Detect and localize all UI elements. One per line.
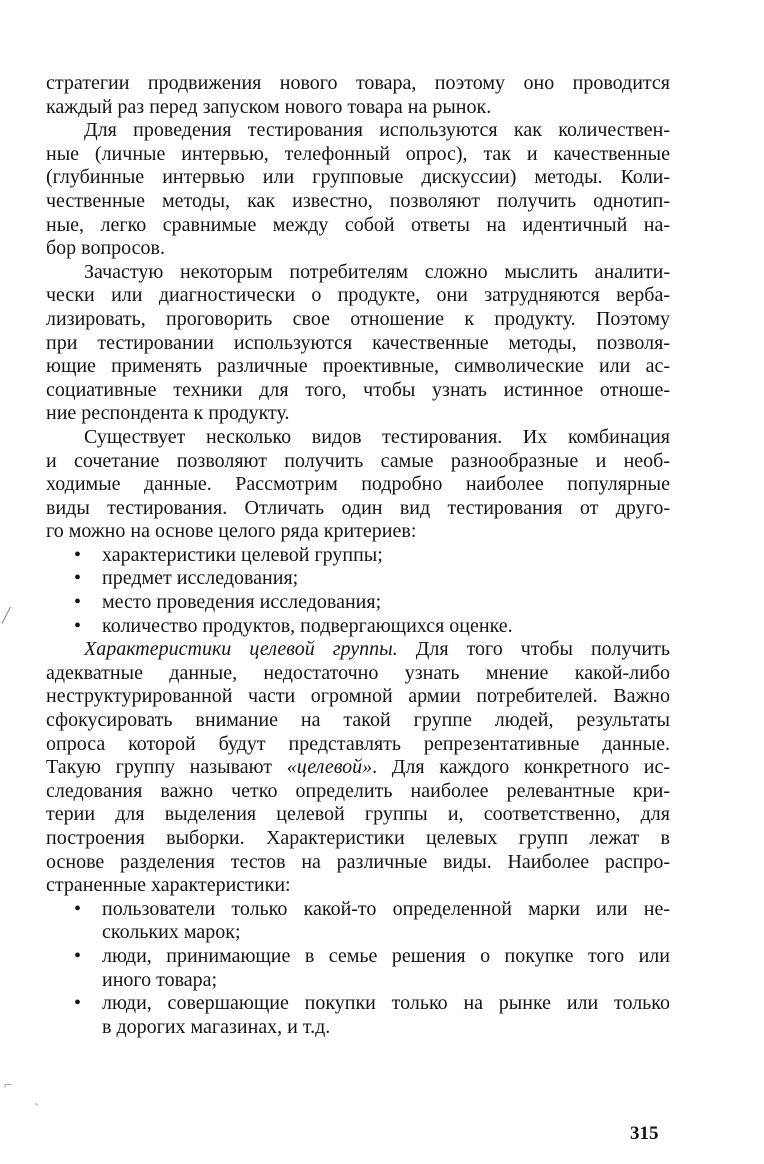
text-line: основе разделения тестов на различные виды. Наиболее распро- — [46, 850, 670, 873]
text-line: чески или диагностически о продукте, они затрудняются верба- — [46, 284, 670, 307]
scan-mark: ⌐ — [4, 1078, 12, 1093]
text-line: чественные методы, как известно, позволяют получить однотип- — [46, 189, 670, 212]
page-number: 315 — [630, 1123, 659, 1144]
text-line: каждый раз перед запуском нового товара на рынок. — [46, 95, 492, 118]
text-line: Характеристики целевой группы. Для того чтобы получить — [84, 638, 670, 661]
text-line: страненные характеристики: — [46, 874, 291, 897]
text-line: Зачастую некоторым потребителям сложно мыслить аналити- — [84, 260, 670, 283]
scan-mark: ╱ — [2, 609, 11, 624]
list-item — [46, 567, 670, 591]
bullet-icon: • — [74, 591, 82, 614]
text-line: го можно на основе целого ряда критериев: — [46, 520, 417, 543]
list-item-text: люди, совершающие покупки только на рынке или только — [102, 992, 670, 1015]
bullet-icon: • — [74, 567, 82, 590]
text-line: опроса которой будут представлять репрезентативные данные. — [46, 732, 670, 755]
text-line: терии для выделения целевой группы и, соответственно, для — [46, 803, 670, 826]
bullet-icon: • — [74, 543, 82, 566]
bullet-icon: • — [74, 992, 82, 1015]
text-line: следования важно четко определить наиболее релевантные кри- — [46, 779, 670, 802]
text-line: бор вопросов. — [46, 237, 166, 260]
text-line: ные (личные интервью, телефонный опрос), так и качественные — [46, 142, 670, 165]
list-item-continuation: скольких марок; — [102, 921, 241, 944]
text-line: Такую группу называют «целевой». Для каждого конкретного ис- — [46, 756, 670, 779]
list-item — [46, 615, 670, 639]
list-item — [46, 945, 670, 969]
list-item-text: характеристики целевой группы; — [102, 543, 383, 566]
text-line: неструктурированной части огромной армии потребителей. Важно — [46, 685, 670, 708]
text-line: и сочетание позволяют получить самые разнообразные и необ- — [46, 449, 670, 472]
text-line: сфокусировать внимание на такой группе людей, результаты — [46, 709, 670, 732]
emphasis-term: «целевой» — [286, 756, 373, 779]
text-line: (глубинные интервью или групповые дискуссии) методы. Коли- — [46, 166, 670, 189]
text-line: стратегии продвижения нового товара, поэтому оно проводится — [46, 72, 670, 94]
text-line: ющие применять различные проективные, символические или ас- — [46, 355, 670, 378]
text-line: построения выборки. Характеристики целевых групп лежат в — [46, 827, 670, 849]
list-item — [46, 591, 670, 615]
list-item-continuation: иного товара; — [102, 968, 218, 991]
text-line: социативные техники для того, чтобы узнать истинное отноше- — [46, 378, 670, 401]
section-heading: Характеристики целевой группы. — [84, 638, 398, 661]
list-item-text: количество продуктов, подвергающихся оценке. — [102, 614, 513, 637]
text-line: ные, легко сравнимые между собой ответы на идентичный на- — [46, 213, 670, 236]
list-item-continuation: в дорогих магазинах, и т.д. — [102, 1015, 331, 1038]
bullet-icon: • — [74, 897, 82, 920]
page-body — [46, 72, 670, 1039]
text-line: ние респондента к продукту. — [46, 402, 290, 425]
list-item-text: место проведения исследования; — [102, 591, 382, 614]
text-line: ходимые данные. Рассмотрим подробно наиболее популярные — [46, 473, 670, 496]
list-item-text: предмет исследования; — [102, 567, 299, 590]
text-line: при тестировании используются качественные методы, позволя- — [46, 331, 670, 354]
list-item — [46, 898, 670, 922]
text-line: Для проведения тестирования используются как количествен- — [84, 119, 670, 142]
text-line: Существует несколько видов тестирования. Их комбинация — [84, 425, 670, 448]
list-item-text: пользователи только какой-то определенной марки или не- — [102, 897, 670, 920]
list-item-text: люди, принимающие в семье решения о покупке того или — [102, 944, 670, 967]
bullet-icon: • — [74, 614, 82, 637]
bullet-icon: • — [74, 944, 82, 967]
text-line: лизировать, проговорить свое отношение к продукту. Поэтому — [46, 307, 670, 330]
list-item — [46, 992, 670, 1016]
text-line: виды тестирования. Отличать один вид тестирования от друго- — [46, 496, 670, 519]
list-item — [46, 544, 670, 568]
scan-mark: ` — [34, 1102, 39, 1117]
text-line: адекватные данные, недостаточно узнать мнение какой-либо — [46, 661, 670, 684]
